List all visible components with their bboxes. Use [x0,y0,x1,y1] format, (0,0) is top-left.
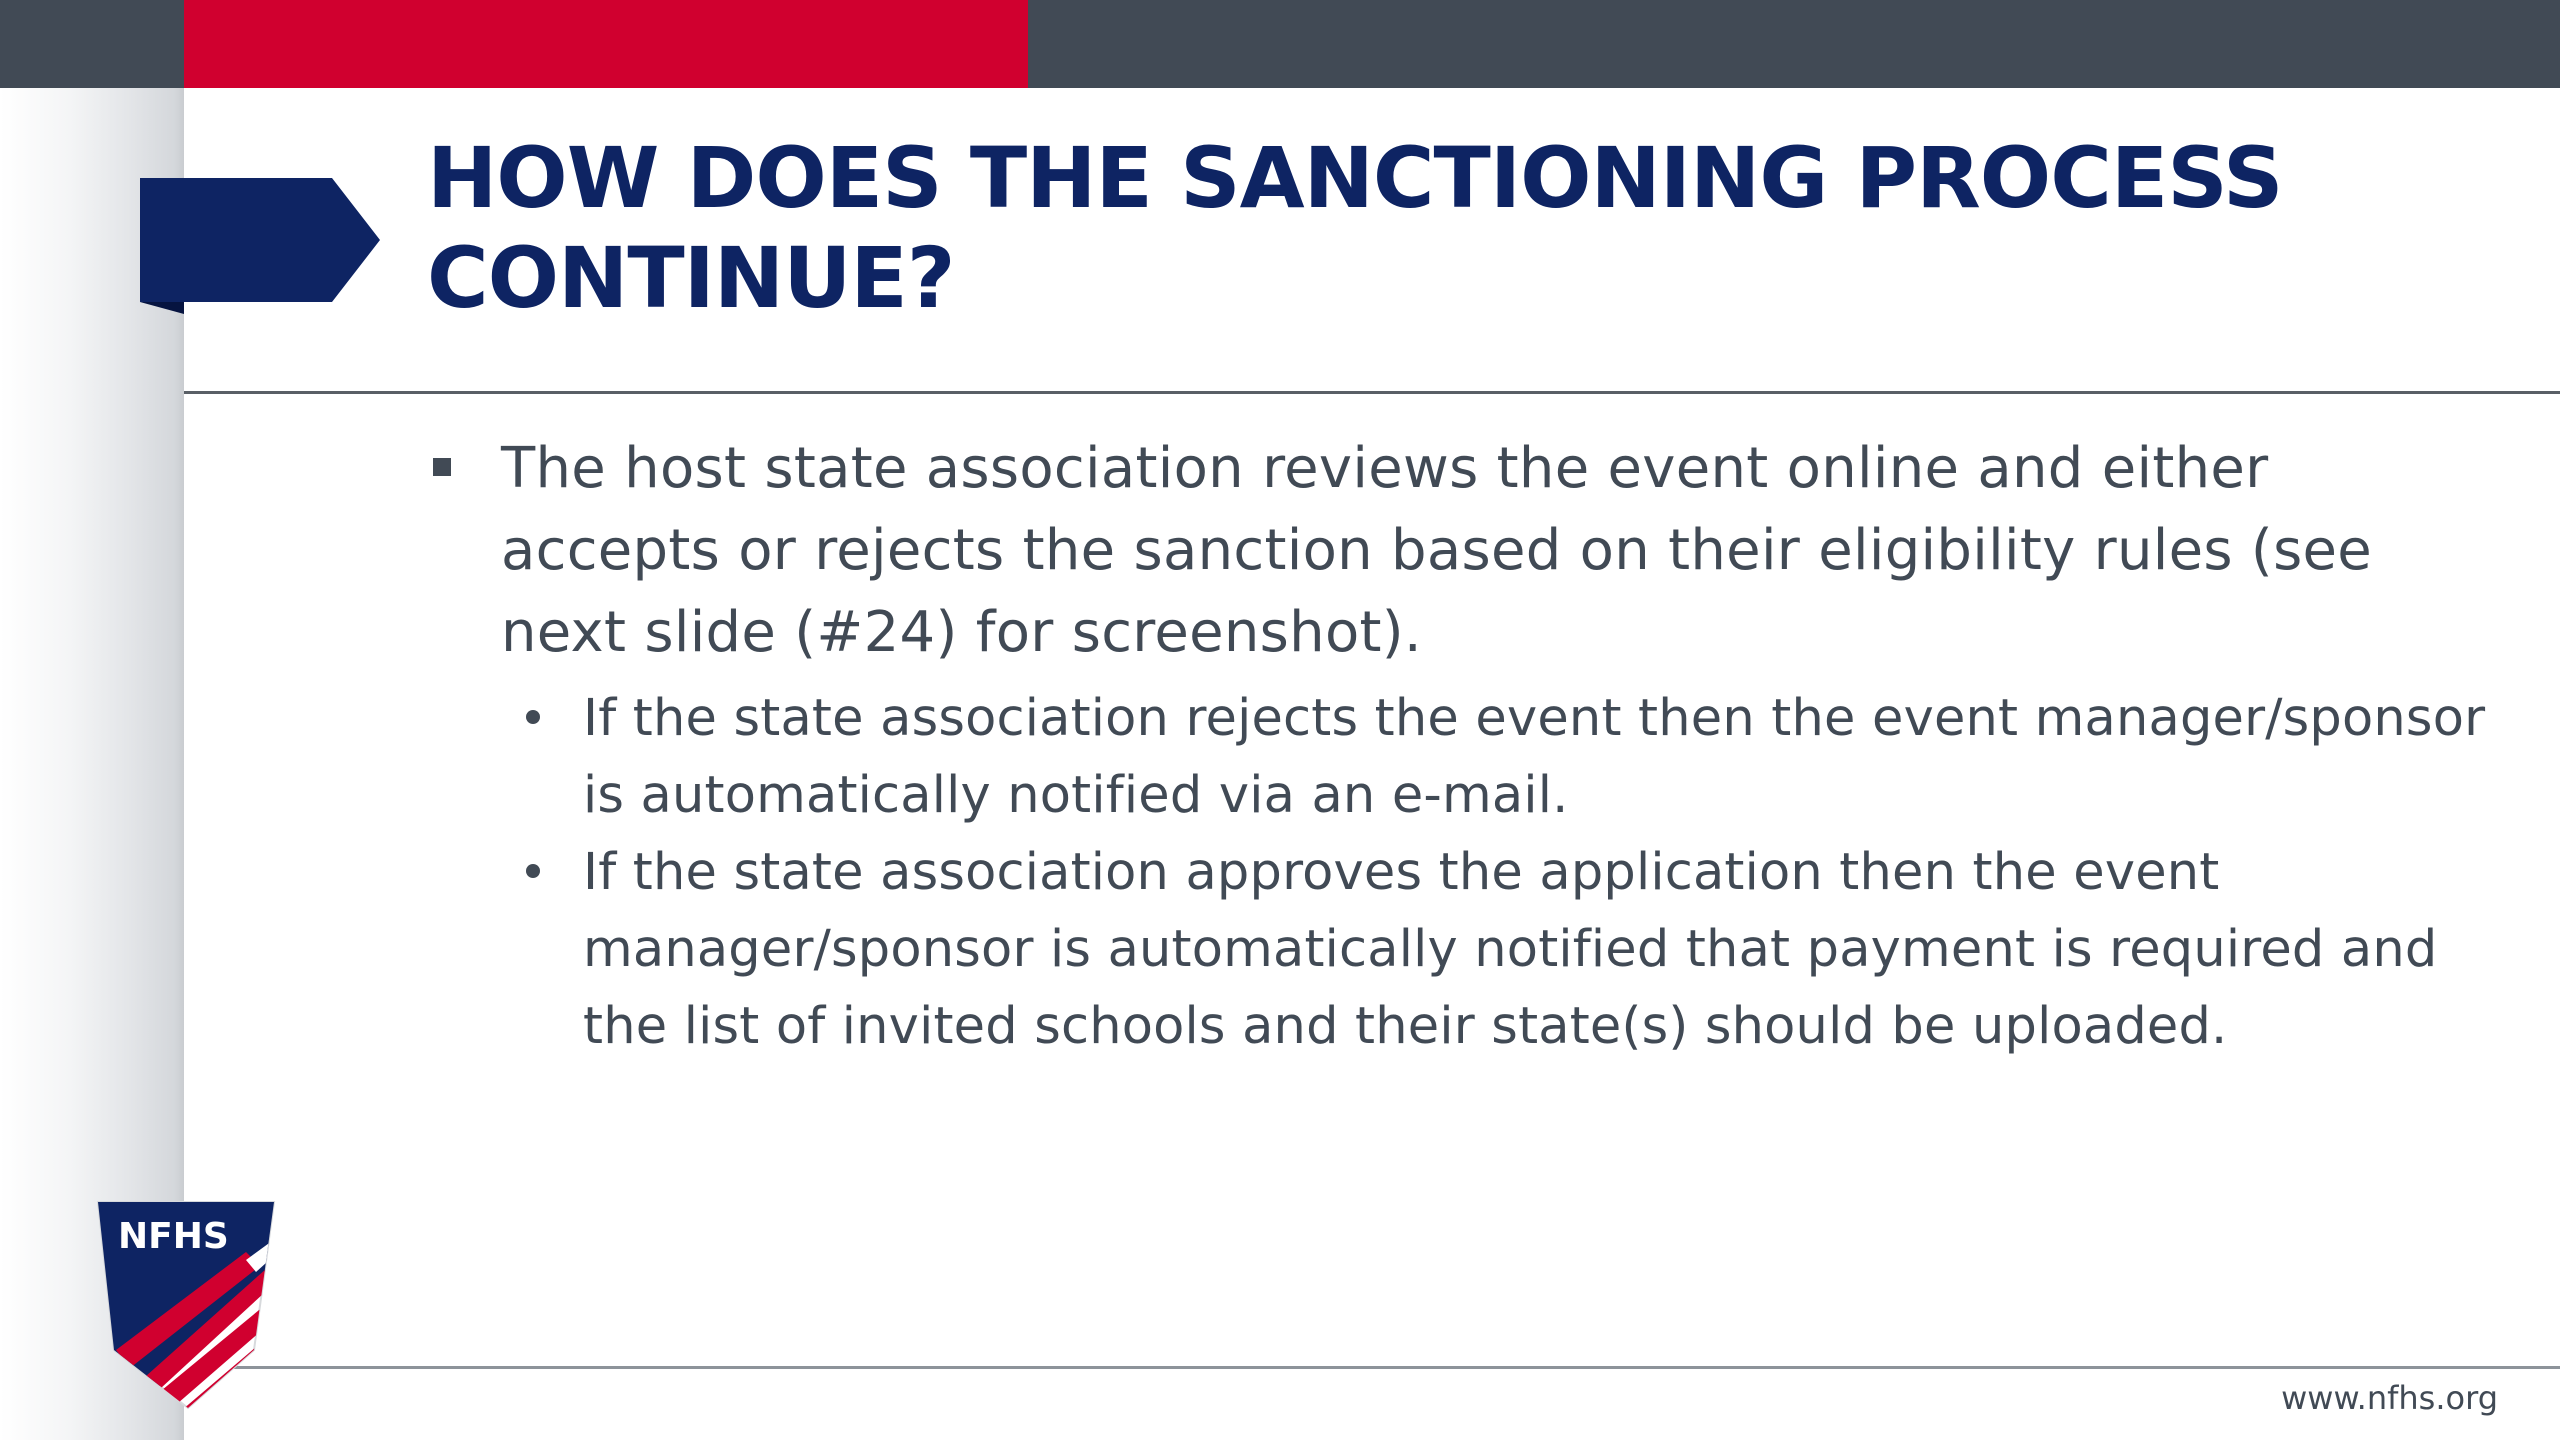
sub-bullet-text: If the state association approves the application then the event manager/sponsor is automatically notified that payment is required and the list of invited schools and their state(s) should be uploaded. [583,843,2438,1056]
nfhs-logo [96,1200,276,1410]
title-arrow-icon [140,178,380,314]
logo-text: NFHS [118,1216,229,1257]
bullet-text: The host state association reviews the event online and either accepts or rejects the sanction based on their eligibility rules (see next slide (#24) for screenshot). [501,436,2373,665]
slide-title: HOW DOES THE SANCTIONING PROCESS CONTINUE? [427,129,2283,327]
square-bullet-icon [433,458,451,476]
footer-url: www.nfhs.org [2281,1379,2498,1417]
sub-bullet-text: If the state association rejects the event then the event manager/sponsor is automatically notified via an e-mail. [583,689,2486,825]
round-bullet-icon [526,710,540,724]
title-divider [184,391,2560,394]
footer-divider [184,1366,2560,1369]
top-bar-red-accent [184,0,1028,88]
round-bullet-icon [526,864,540,878]
